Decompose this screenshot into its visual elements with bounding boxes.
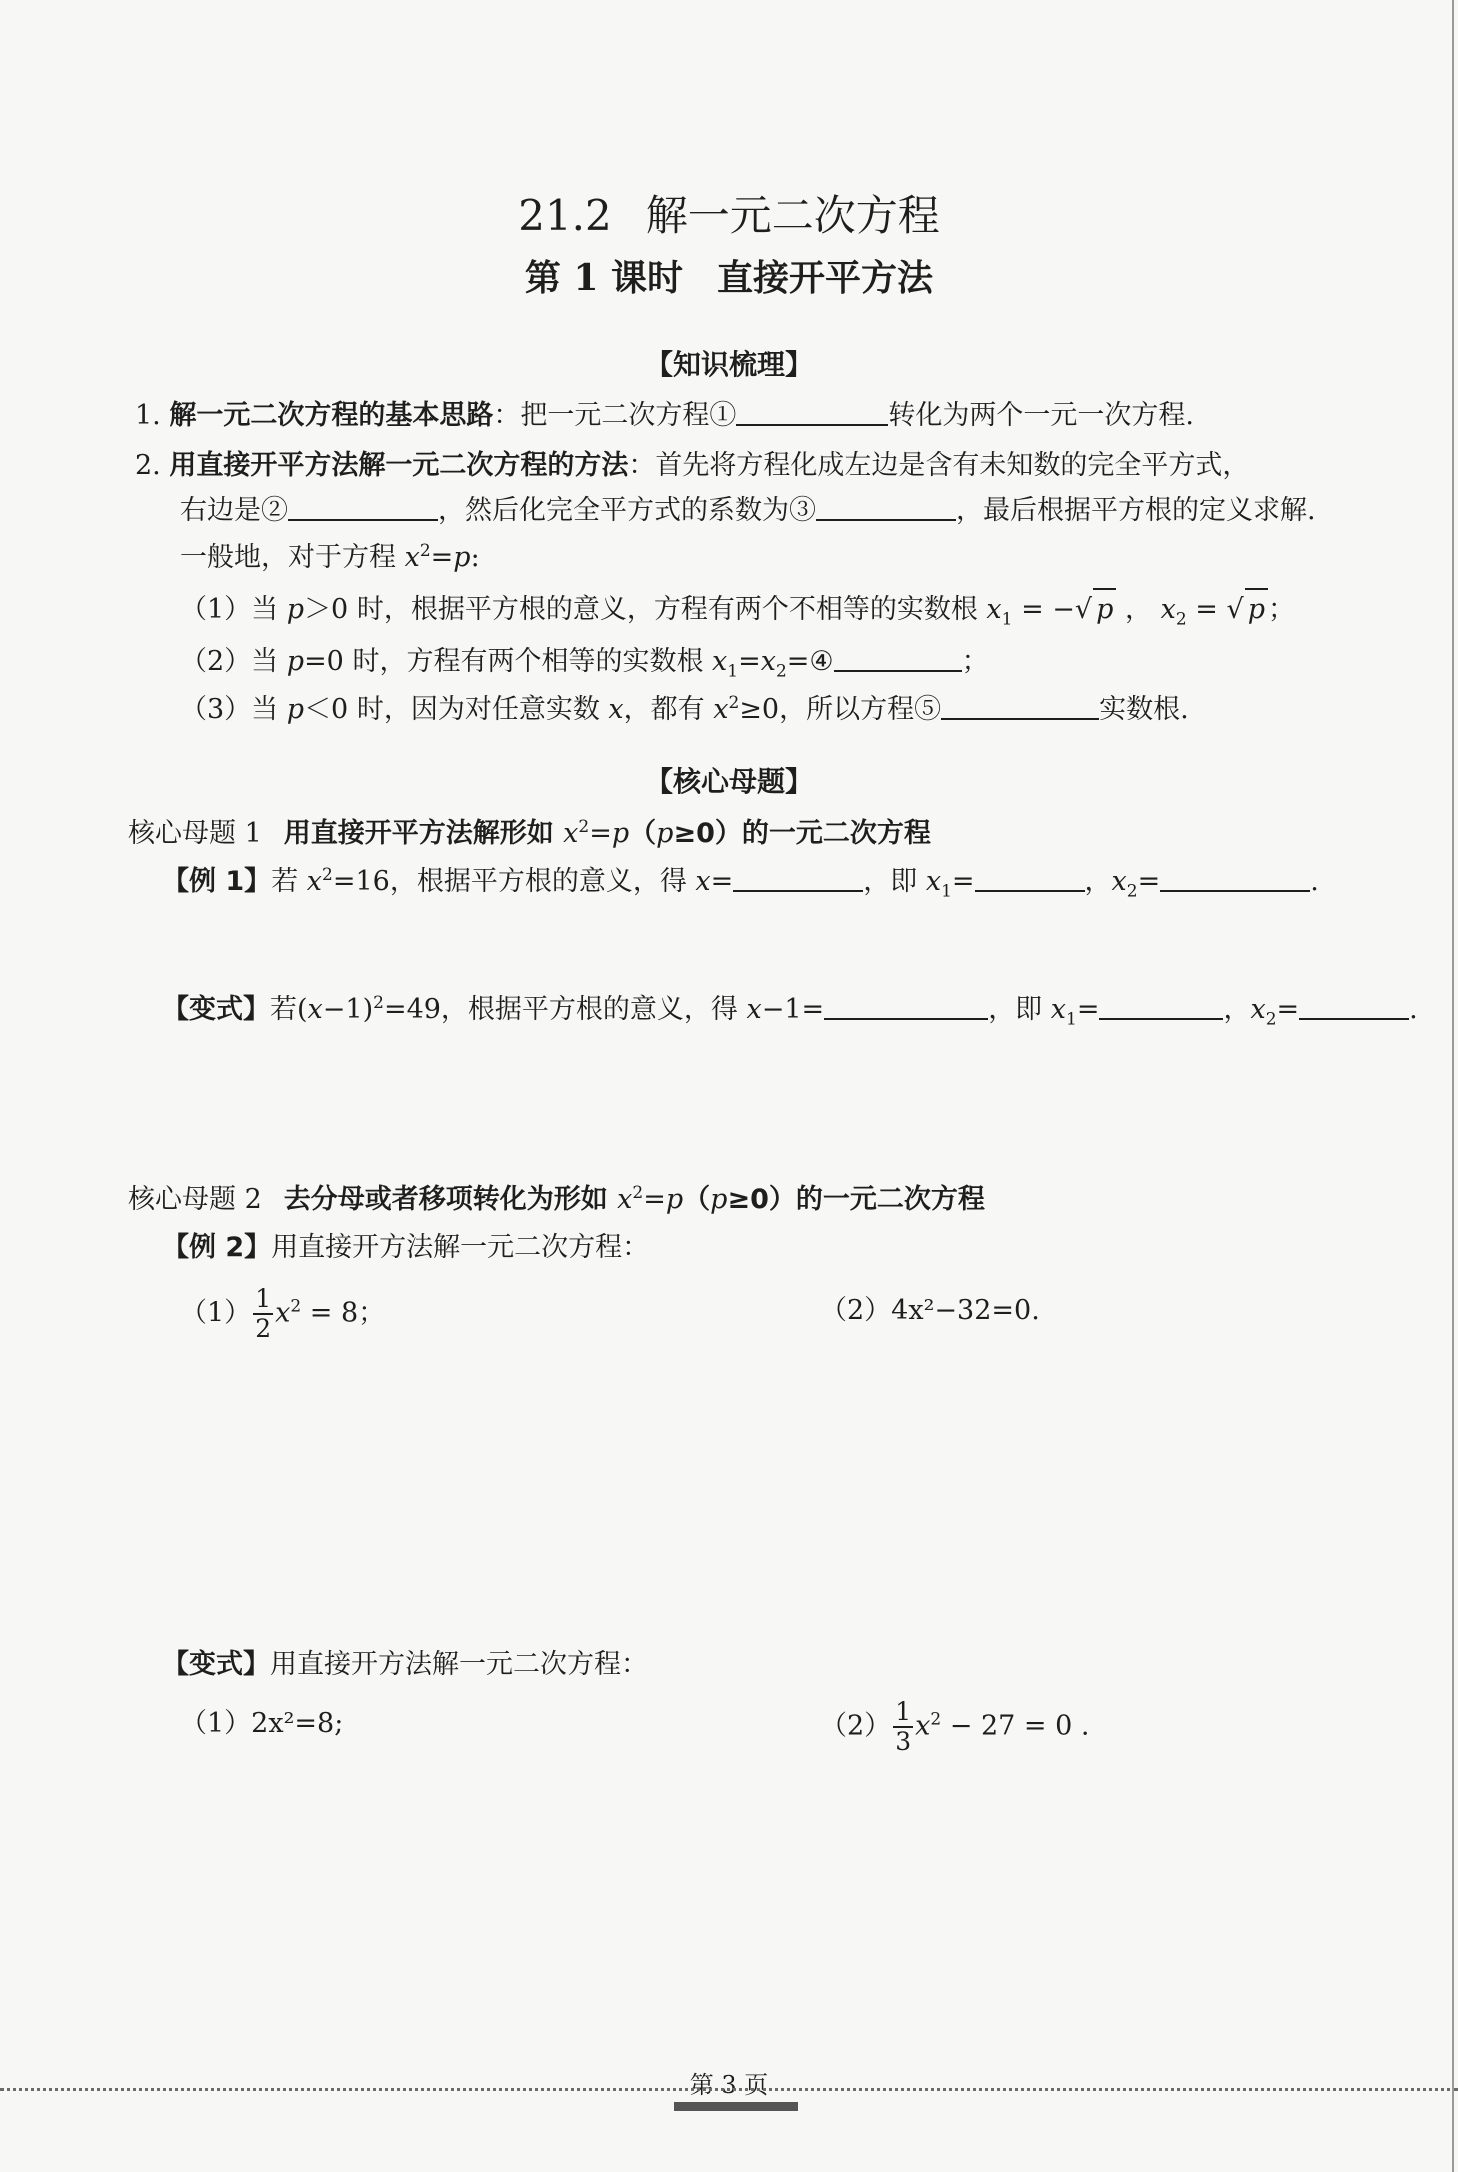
section-title-text: 解一元二次方程 <box>645 191 940 240</box>
case-2: （2）当 p=0 时，方程有两个相等的实数根 $x_1=x_2=④$ ； <box>180 646 989 682</box>
question-label: 核心母题 1 <box>128 818 262 849</box>
answer-blank-var1[interactable] <box>824 992 988 1020</box>
knowledge-item-1 <box>135 396 1194 436</box>
answer-blank-4[interactable] <box>834 644 962 672</box>
answer-blank-ex1-x1[interactable] <box>975 864 1085 892</box>
variant-label: 【变式】 <box>162 1649 270 1680</box>
item-text: ，都有 <box>623 694 714 725</box>
item-text: （1）当 <box>180 594 287 625</box>
item-number: 2. <box>135 450 161 481</box>
section-number: 21.2 <box>518 191 612 240</box>
answer-blank-var1-x1[interactable] <box>1099 992 1223 1020</box>
example-text: 用直接开方法解一元二次方程： <box>271 1232 650 1263</box>
section-title <box>0 183 1458 243</box>
variant-text: −1= <box>761 994 825 1025</box>
example-label: 【例 2】 <box>162 1232 272 1263</box>
page-edge <box>1452 0 1454 2172</box>
item-text: ≥0，所以方程⑤ <box>739 694 942 725</box>
knowledge-item-2 <box>135 446 1249 486</box>
example-text: =16，根据平方根的意义，得 <box>332 866 696 897</box>
footer-dotted-divider <box>0 2088 1458 2091</box>
answer-blank-3[interactable] <box>816 493 956 521</box>
example-text: 若 <box>271 866 307 897</box>
lesson-label: 第 1 课时 <box>524 257 684 299</box>
item-text: =④ <box>786 646 834 677</box>
question-text: （ <box>629 818 657 849</box>
item-text: = − <box>1021 594 1075 625</box>
item-text: = <box>1195 594 1218 625</box>
question-text: （ <box>683 1184 711 1215</box>
page-number: 第 3 页 <box>689 2071 769 2099</box>
part-number: （1） <box>180 1297 252 1329</box>
part-text: = 8； <box>301 1297 386 1329</box>
variant-2-part-2: （2） $\frac{1}{3}$ $x^2 - 27 = 0$ . <box>820 1697 1090 1756</box>
footer-bar <box>674 2102 798 2111</box>
item-text: 实数根. <box>1099 694 1189 725</box>
part-number: （2） <box>820 1710 892 1742</box>
item-text: ，最后根据平方根的定义求解. <box>956 495 1316 526</box>
lesson-title <box>0 250 1458 301</box>
variant-text: 若( <box>270 994 308 1025</box>
answer-blank-2[interactable] <box>288 493 438 521</box>
item-text: ：把一元二次方程① <box>493 400 737 431</box>
question-text: ≥0）的一元二次方程 <box>673 818 931 849</box>
answer-blank-1[interactable] <box>736 398 888 426</box>
answer-blank-ex1-x[interactable] <box>733 864 863 892</box>
item-text: 右边是② <box>180 495 288 526</box>
variant-2-part-1: （1）2x²=8; <box>180 1708 344 1739</box>
variant-text: =49，根据平方根的意义，得 <box>383 994 747 1025</box>
item-text: 转化为两个一元一次方程. <box>888 400 1194 431</box>
item-text: （3）当 <box>180 694 287 725</box>
item-text: ，然后化完全平方式的系数为③ <box>438 495 816 526</box>
example-2 <box>162 1228 649 1268</box>
variant-text: ，即 <box>988 994 1051 1025</box>
fraction-one-third: $\frac{1}{3}$ <box>895 1697 912 1756</box>
example-1: 【例 1】若 $x^2=16$，根据平方根的意义，得 x= ，即 $x_1=$ ，$x_2=$ . <box>162 865 1319 902</box>
item-number: 1. <box>135 400 161 431</box>
case-1: （1）当 p＞0 时，根据平方根的意义，方程有两个不相等的实数根 $x_1$ = −√ p ， $x_2$ = √ p ； <box>180 588 1295 630</box>
item-text: ＜0 时，因为对任意实数 <box>304 694 609 725</box>
variant-label: 【变式】 <box>162 994 270 1025</box>
variant-text: 用直接开方法解一元二次方程： <box>270 1649 648 1680</box>
question-label: 核心母题 2 <box>128 1184 262 1215</box>
item-bold-text: 用直接开平方法解一元二次方程的方法 <box>169 450 629 481</box>
question-text: 去分母或者移项转化为形如 <box>283 1184 618 1215</box>
question-text: ≥0）的一元二次方程 <box>727 1184 985 1215</box>
core-heading: 【核心母题】 <box>644 765 813 798</box>
item-text: =0 时，方程有两个相等的实数根 <box>304 646 713 677</box>
item-text: : <box>470 542 480 573</box>
item-text: 一般地，对于方程 <box>180 542 405 573</box>
part-text: − 27 = 0 . <box>941 1710 1090 1742</box>
variant-1: 【变式】若$(x-1)^2=49$，根据平方根的意义，得 x−1= ，即 $x_1=$ ，$x_2=$ . <box>162 993 1418 1030</box>
fraction-one-half: $\frac{1}{2}$ <box>255 1284 272 1343</box>
example-2-part-1: （1） $\frac{1}{2}$ $x^2 = 8$； <box>180 1284 386 1343</box>
item-text: ＞0 时，根据平方根的意义，方程有两个不相等的实数根 <box>304 594 978 625</box>
answer-blank-5[interactable] <box>941 692 1099 720</box>
knowledge-item-2-line-2 <box>180 491 1316 531</box>
example-text: ，即 <box>863 866 926 897</box>
item-text: （2）当 <box>180 646 287 677</box>
item-text: ：首先将方程化成左边是含有未知数的完全平方式， <box>628 450 1250 481</box>
knowledge-heading: 【知识梳理】 <box>644 348 813 381</box>
question-text: 用直接开平方法解形如 <box>283 818 564 849</box>
core-question-2: 核心母题 2 去分母或者移项转化为形如 $x^2=p(p\ge 0)$的一元二次方程 <box>128 1183 985 1215</box>
answer-blank-ex1-x2[interactable] <box>1160 864 1310 892</box>
case-3: （3）当 p＜0 时，因为对任意实数 x，都有 $x^2\ge 0$，所以方程⑤ 实数根. <box>180 693 1189 725</box>
core-question-1: 核心母题 1 用直接开平方法解形如 $x^2=p(p\ge 0)$的一元二次方程 <box>128 817 931 849</box>
item-text: ； <box>1267 594 1295 625</box>
item-text: ； <box>961 646 989 677</box>
lesson-title-text: 直接开平方法 <box>717 257 934 299</box>
variant-text: −1) <box>322 994 374 1025</box>
item-bold-text: 解一元二次方程的基本思路 <box>169 400 494 431</box>
general-statement: 一般地，对于方程 $x^2=p$: <box>180 541 480 573</box>
answer-blank-var1-x2[interactable] <box>1299 992 1409 1020</box>
example-2-part-2: （2）4x²−32=0. <box>820 1295 1040 1326</box>
variant-2 <box>162 1645 648 1685</box>
example-label: 【例 1】 <box>162 866 272 897</box>
